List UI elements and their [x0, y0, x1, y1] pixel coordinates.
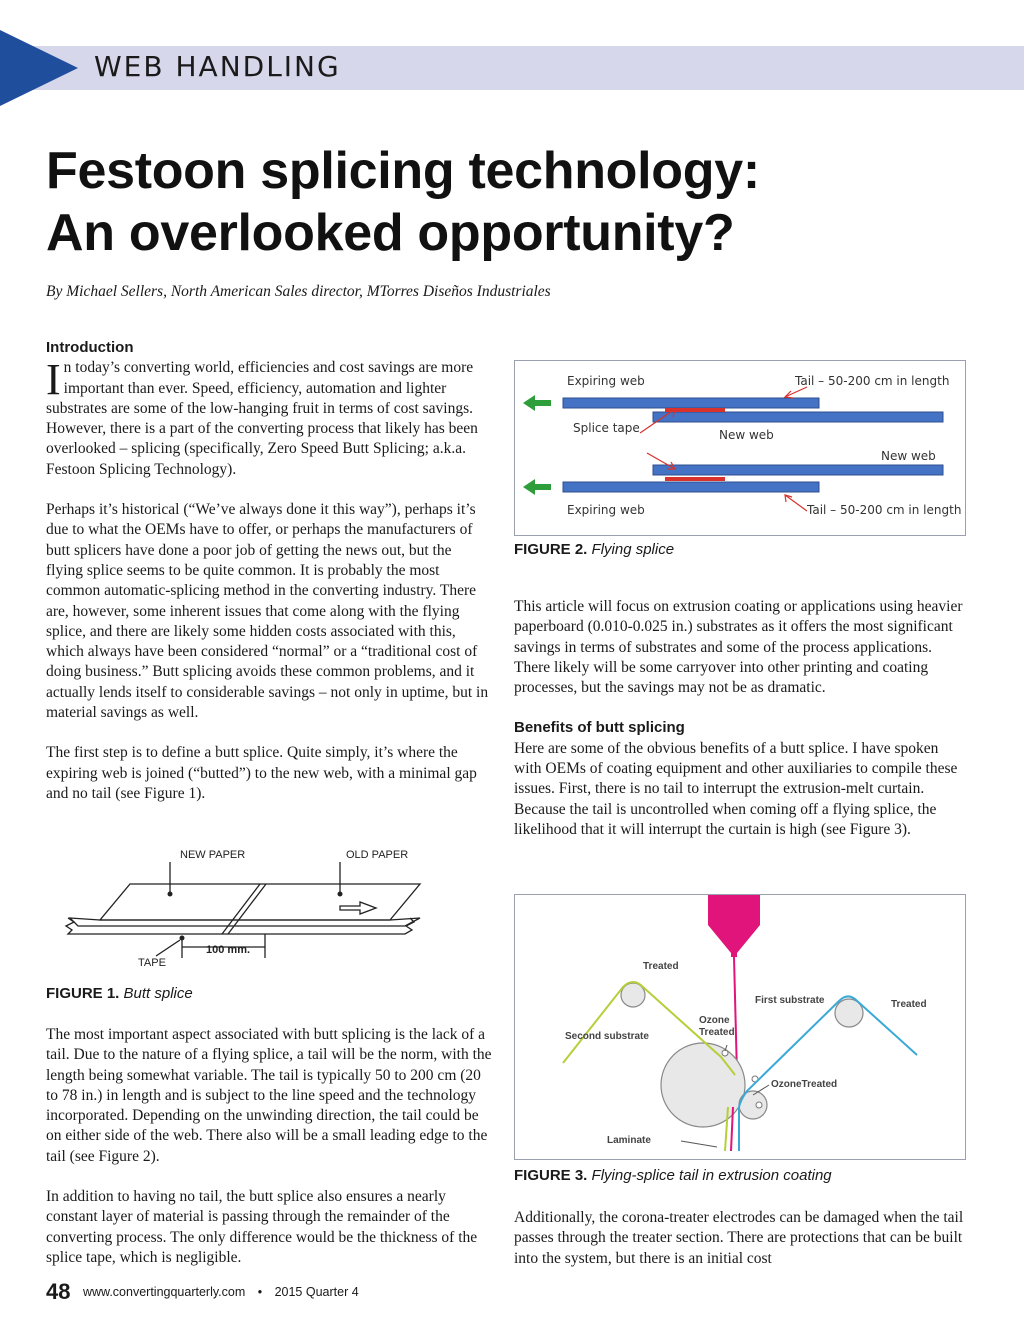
figure-1-number: FIGURE 1. [46, 985, 120, 1002]
title-line-1: Festoon splicing technology: [46, 142, 760, 200]
new-web-top-bar [653, 412, 943, 422]
figure-3-diagram [515, 895, 965, 1159]
benefits-heading: Benefits of butt splicing [514, 719, 685, 737]
splice-tape-bottom [665, 477, 725, 481]
figure-3-box [514, 894, 966, 1160]
extrusion-die [708, 895, 760, 957]
fig1-label-tape: TAPE [138, 957, 166, 969]
direction-arrow-top-icon [523, 395, 551, 411]
left-column [46, 338, 492, 824]
figure-2-caption [514, 541, 674, 558]
fig2-label-new-web-1: New web [719, 428, 774, 442]
fig2-label-expiring-top: Expiring web [567, 374, 645, 388]
fig2-label-new-web-2: New web [881, 449, 936, 463]
dropcap: I [46, 355, 61, 405]
right-column [514, 597, 964, 860]
figure-2-number: FIGURE 2. [514, 541, 588, 558]
fig1-label-new-paper: NEW PAPER [180, 849, 246, 861]
fig3-label-laminate: Laminate [607, 1135, 651, 1146]
right-column-continued [514, 1208, 964, 1289]
fig2-label-splice-tape: Splice tape [573, 421, 640, 435]
expiring-web-top-bar [563, 398, 819, 408]
intro-paragraph-3: The first step is to define a butt splice. Quite simply, it’s where the expiring web is joined (“butted”) to the new web, with a minimal gap and no tail (see Figure 1). [46, 744, 477, 802]
body-paragraph-4: The most important aspect associated with butt splicing is the lack of a tail. Due to the nature of a flying splice, a tail will be the norm, with the length being somewhat variable. The tail is typically 50 to 200 cm (20 to 78 in.) in length and is subject to the line speed and the technology incorporated. Depending on the unwinding direction, the tail could be on either side of the web. There also will be a small leading edge to the tail (see Figure 2). [46, 1026, 492, 1165]
figure-1-title: Butt splice [123, 985, 193, 1002]
right-paragraph-3: Additionally, the corona-treater electrodes can be damaged when the tail passes through the treater section. There are protections that can be built into the system, but there is an initial cost [514, 1209, 964, 1267]
footer-bullet: • [257, 1285, 263, 1299]
title-line-2: An overlooked opportunity? [46, 204, 735, 262]
new-web-bottom-bar [653, 465, 943, 475]
figure-3-title: Flying-splice tail in extrusion coating [591, 1167, 832, 1184]
byline: By Michael Sellers, North American Sales director, MTorres Diseños Industriales [46, 283, 551, 300]
fig3-label-ozone-treated: Treated [699, 1027, 735, 1038]
intro-heading: Introduction [46, 339, 134, 356]
fig1-label-dim: 100 mm. [206, 944, 251, 956]
page-footer [46, 1279, 359, 1305]
intro-paragraph-1: n today’s converting world, efficiencies and cost savings are more important than ever. Speed, efficiency, automation and lighter substrates are some of the low-hanging fruit in terms of cost savings. However, there is a part of the converting process that likely has been overlooked – splicing (specifically, Zero Speed Butt Splicing; a.k.a. Festoon Splicing Technology). [46, 359, 478, 478]
expiring-web-bottom-bar [563, 482, 819, 492]
figure-1-caption [46, 985, 193, 1002]
article-title [46, 140, 760, 264]
figure-2-box [514, 360, 966, 536]
figure-1-diagram [60, 840, 480, 975]
footer-issue: 2015 Quarter 4 [274, 1285, 359, 1299]
footer-site: www.convertingquarterly.com [82, 1285, 246, 1299]
figure-2-diagram [515, 361, 965, 535]
left-column-continued [46, 1025, 496, 1288]
fig3-label-ozone: Ozone [699, 1015, 730, 1026]
fig1-label-old-paper: OLD PAPER [346, 849, 409, 861]
right-paragraph-2: Here are some of the obvious benefits of a butt splice. I have spoken with OEMs of coating equipment and other auxiliaries to compile these issues. First, there is no tail to interrupt the extrusion-melt curtain. Because the tail is uncontrolled when coming off a flying splice, the likelihood that it will interrupt the curtain is high (see Figure 3). [514, 739, 958, 838]
figure-3-caption [514, 1167, 832, 1184]
fig3-label-treated-left: Treated [643, 961, 679, 972]
fig3-label-ozonetreated: OzoneTreated [771, 1079, 838, 1090]
section-title: WEB HANDLING [94, 50, 341, 83]
fig2-label-tail-top: Tail – 50-200 cm in length [795, 374, 950, 388]
figure-3-number: FIGURE 3. [514, 1167, 588, 1184]
intro-paragraph-2: Perhaps it’s historical (“We’ve always done it this way”), perhaps it’s due to what the OEMs have to offer, or perhaps the manufacturers of butt splicers have done a poor job of getting the news out, but the flying splice seems to be quite common. It is probably the most common automatic-splicing method in the converting industry. There are, however, some inherent issues that come along with the flying splice, and there are likely some hidden costs associated with this, which always have been considered “normal” or a “traditional cost of doing business.” Butt splicing avoids these common problems, and it actually lends itself to considerable savings – not only in uptime, but in material savings as well. [46, 501, 489, 722]
fig2-label-tail-bottom: Tail – 50-200 cm in length [807, 503, 962, 517]
page-number: 48 [46, 1279, 71, 1304]
body-paragraph-5: In addition to having no tail, the butt splice also ensures a nearly constant layer of material is passing through the remainder of the converting process. The only difference would be the thickness of the splice tape, which is negligible. [46, 1188, 478, 1266]
fig3-label-first-substrate: First substrate [755, 995, 825, 1006]
fig3-label-second-substrate: Second substrate [565, 1031, 649, 1042]
right-paragraph-1: This article will focus on extrusion coating or applications using heavier paperboard (0.010-0.025 in.) substrates as it offers the most significant savings in terms of substrates and some of the process applications. There likely will be some carryover into other printing and coating processes, but the savings may not be as dramatic. [514, 598, 963, 697]
fig3-label-treated-right: Treated [891, 999, 927, 1010]
direction-arrow-bottom-icon [523, 479, 551, 495]
fig2-label-expiring-bottom: Expiring web [567, 503, 645, 517]
section-arrow-icon [0, 30, 78, 106]
figure-2-title: Flying splice [591, 541, 675, 558]
